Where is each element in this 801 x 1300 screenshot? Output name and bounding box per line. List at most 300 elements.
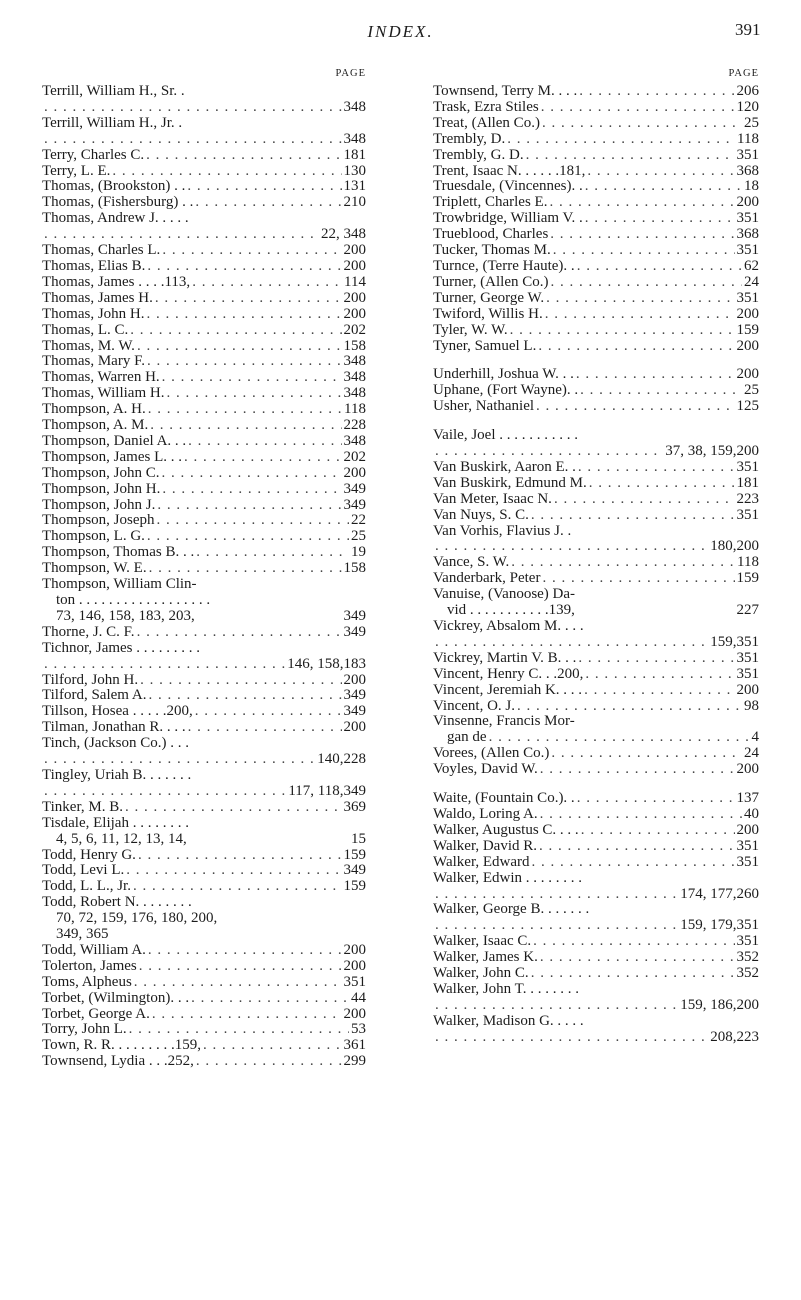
index-entry [433, 714, 759, 746]
running-title: INDEX. [367, 22, 434, 41]
page-reference: 24 [744, 273, 759, 290]
entry-name: Trent, Isaac N. . . . . .181, [433, 162, 586, 179]
index-entry-line [42, 148, 366, 164]
index-entry [433, 227, 759, 243]
dot-leader [585, 667, 734, 683]
entry-name: Triplett, Charles E. [433, 194, 548, 211]
entry-name: Vincent, Jeremiah K. . . . [433, 681, 583, 698]
entry-name: Twiford, Willis H. [433, 305, 543, 322]
index-entry [42, 1054, 366, 1070]
page-reference: 200 [736, 761, 759, 778]
index-column-right [433, 68, 759, 1046]
index-entry [42, 561, 366, 577]
page-reference: 369 [343, 798, 366, 815]
index-entry [433, 179, 759, 195]
index-entry-line [42, 402, 366, 418]
index-entry-line [433, 148, 759, 164]
entry-name: Thomas, James H. [42, 289, 153, 306]
index-entry-line [42, 1022, 366, 1038]
entry-name: 208, [710, 1028, 737, 1045]
dot-leader [134, 975, 342, 991]
index-entry [433, 211, 759, 227]
entry-name: Thomas, James . . . .113, [42, 273, 191, 290]
page-reference: 19 [351, 544, 366, 561]
entry-name: Walker, George B. . . . . . . [433, 901, 590, 918]
index-entry [42, 720, 366, 736]
page-reference: 260 [736, 885, 759, 902]
page-reference: 227 [736, 602, 759, 619]
page-reference: 158 [343, 560, 366, 577]
entry-name: Thompson, William Clin- [42, 576, 197, 593]
entry-name: Tillson, Hosea . . . . .200, [42, 703, 193, 720]
dot-leader [435, 918, 678, 934]
index-entry [42, 116, 366, 148]
entry-name: Tyler, W. W. [433, 321, 508, 338]
page-reference: 131 [343, 178, 366, 195]
page-reference: 137 [736, 790, 759, 807]
index-entry-line [433, 84, 759, 100]
page-reference: 200 [736, 821, 759, 838]
dot-leader [187, 179, 341, 195]
dot-leader [147, 259, 341, 275]
entry-name: Usher, Nathaniel [433, 398, 535, 415]
entry-name: Terry, L. E. [42, 162, 111, 179]
dot-leader [140, 673, 341, 689]
index-entry [42, 211, 366, 243]
page-reference: 200 [736, 366, 759, 383]
dot-leader [203, 1038, 342, 1054]
entry-name: Tyner, Samuel L. [433, 337, 537, 354]
entry-name: Townsend, Lydia . . .252, [42, 1053, 194, 1070]
entry-name: 73, 146, 158, 183, 203, [56, 607, 195, 624]
index-entry-line [42, 752, 366, 768]
entry-name: Thomas, Warren H. [42, 369, 160, 386]
dot-leader [531, 855, 734, 871]
index-entry-line [42, 195, 366, 211]
entry-name: Thomas, (Fishersburg) . . [42, 194, 194, 211]
entry-name: Thomas, William H. [42, 385, 165, 402]
index-entry-line [42, 354, 366, 370]
index-entry [42, 498, 366, 514]
index-entry-line [433, 428, 759, 444]
index-entry-line [42, 561, 366, 577]
page-reference: 223 [736, 1028, 759, 1045]
index-entry-line [42, 609, 366, 625]
index-entry-line [42, 943, 366, 959]
index-entry-line [433, 823, 759, 839]
index-entry [433, 791, 759, 807]
entry-name: 159, [710, 633, 737, 650]
index-entry [433, 323, 759, 339]
page-reference: 351 [736, 649, 759, 666]
page-reference: 351 [736, 853, 759, 870]
index-entry-line [433, 918, 759, 934]
entry-name: Van Vorhis, Flavius J. . [433, 522, 572, 539]
page-reference: 368 [736, 162, 759, 179]
page-reference: 25 [744, 382, 759, 399]
page-reference: 210 [343, 194, 366, 211]
index-entry [42, 545, 366, 561]
entry-name: Walker, Edward [433, 853, 530, 870]
page-reference: 351 [736, 933, 759, 950]
dot-leader [149, 561, 342, 577]
dot-leader [517, 699, 742, 715]
dot-leader [148, 402, 342, 418]
index-entry-line [42, 259, 366, 275]
index-entry [42, 466, 366, 482]
page-reference: 200 [343, 464, 366, 481]
index-entry-line [433, 619, 759, 635]
index-entry [433, 367, 759, 383]
entry-name: 146, 158, [287, 655, 344, 672]
entry-name: Vincent, O. J. [433, 697, 516, 714]
index-entry-line [433, 227, 759, 243]
page-reference: 348 [343, 130, 366, 147]
index-entry-line [433, 460, 759, 476]
dot-leader [435, 887, 678, 903]
entry-name: Turnce, (Terre Haute). . [433, 257, 575, 274]
index-entry-line [433, 476, 759, 492]
index-entry [42, 291, 366, 307]
dot-leader [577, 259, 742, 275]
page-reference: 159 [736, 570, 759, 587]
index-entry-line [42, 991, 366, 1007]
index-entry-line [42, 275, 366, 291]
page-reference: 98 [744, 697, 759, 714]
page-reference: 181 [736, 474, 759, 491]
index-entry [42, 84, 366, 116]
page-reference: 200 [343, 941, 366, 958]
index-entry [433, 571, 759, 587]
index-entry-line [42, 482, 366, 498]
index-entry [42, 386, 366, 402]
entry-name: Thompson, Thomas B. . . [42, 544, 195, 561]
index-entry-line [42, 800, 366, 816]
page-reference: 351 [736, 665, 759, 682]
entry-name: Thomas, Andrew J. . . . . [42, 210, 189, 227]
index-entry-line [42, 307, 366, 323]
page-reference: 348 [343, 98, 366, 115]
index-entry [433, 492, 759, 508]
index-entry [42, 975, 366, 991]
page-reference: 351 [343, 973, 366, 990]
entry-name: Toms, Alpheus [42, 973, 132, 990]
index-entry [433, 291, 759, 307]
index-entry-line [42, 736, 366, 752]
page-reference: 22 [351, 512, 366, 529]
page-reference: 223 [736, 490, 759, 507]
index-entry [42, 529, 366, 545]
page-reference: 62 [744, 257, 759, 274]
index-entry [433, 982, 759, 1014]
entry-name: 174, 177, [680, 885, 737, 902]
dot-leader [44, 752, 315, 768]
page-reference: 351 [736, 458, 759, 475]
dot-leader [541, 100, 735, 116]
index-entry-line [42, 498, 366, 514]
entry-name: Thomas, Mary F. [42, 353, 145, 370]
page-reference: 200 [736, 996, 759, 1013]
entry-name: Tinch, (Jackson Co.) . . . [42, 735, 189, 752]
index-entry [42, 243, 366, 259]
dot-leader [44, 227, 319, 243]
index-entry [42, 307, 366, 323]
dot-leader [44, 657, 285, 673]
entry-name: Tilman, Jonathan R. . . . [42, 719, 186, 736]
page-column-label: PAGE [335, 68, 366, 79]
entry-name: gan de [447, 729, 487, 746]
dot-leader [166, 386, 341, 402]
page-reference: 200 [343, 719, 366, 736]
page-reference: 200 [736, 681, 759, 698]
page-reference: 228 [343, 417, 366, 434]
entry-name: 349, 365 [56, 926, 109, 943]
index-entry-line [42, 895, 366, 911]
page-reference: 118 [737, 554, 759, 571]
dot-leader [554, 492, 735, 508]
index-entry [42, 673, 366, 689]
page-reference: 40 [744, 805, 759, 822]
entry-name: 37, 38, 159, [665, 443, 737, 460]
index-entry [42, 768, 366, 800]
entry-name: Thompson, John C. [42, 464, 160, 481]
entry-name: Vincent, Henry C. . .200, [433, 665, 584, 682]
dot-leader [549, 195, 734, 211]
index-entry [433, 399, 759, 415]
entry-name: Thomas, Charles L. [42, 242, 161, 259]
index-entry-line [42, 657, 366, 673]
page-reference: 200 [736, 443, 759, 460]
page-reference: 202 [343, 321, 366, 338]
entry-name: Waldo, Loring A. [433, 805, 538, 822]
index-entry-line [433, 100, 759, 116]
dot-leader [507, 132, 735, 148]
page-reference: 200 [343, 957, 366, 974]
index-entry [42, 704, 366, 720]
entry-name: Van Nuys, S. C. [433, 506, 529, 523]
entry-name: vid . . . . . . . . . . .139, [447, 602, 575, 619]
dot-leader [545, 307, 735, 323]
index-entry-line [42, 673, 366, 689]
index-entry-line [433, 998, 759, 1014]
index-entry-line [433, 179, 759, 195]
index-entry-line [433, 714, 759, 730]
page-reference: 118 [737, 130, 759, 147]
index-entry-line [42, 418, 366, 434]
entry-name: 159, 186, [680, 996, 737, 1013]
index-entry [433, 508, 759, 524]
index-entry [433, 855, 759, 871]
dot-leader [580, 383, 742, 399]
page-reference: 351 [736, 289, 759, 306]
entry-name: Tichnor, James . . . . . . . . . [42, 639, 201, 656]
index-entry [42, 402, 366, 418]
page-reference: 349 [343, 607, 366, 624]
dot-leader [152, 1007, 342, 1023]
page-reference: 351 [736, 633, 759, 650]
entry-name: Tilford, Salem A. [42, 687, 147, 704]
dot-leader [188, 434, 341, 450]
index-entry-line [433, 259, 759, 275]
page-reference: 351 [736, 837, 759, 854]
dot-leader [585, 211, 735, 227]
entry-name: Tisdale, Elijah . . . . . . . . [42, 814, 189, 831]
index-entry [42, 339, 366, 355]
index-entry-line [433, 367, 759, 383]
page-reference: 18 [744, 178, 759, 195]
page-reference: 200 [343, 289, 366, 306]
entry-name: Thorne, J. C. F. [42, 623, 135, 640]
page-reference: 349 [343, 623, 366, 640]
index-entry [433, 966, 759, 982]
page-reference: 200 [343, 242, 366, 259]
entry-name: Thompson, W. E. [42, 560, 147, 577]
page-reference: 118 [344, 401, 366, 418]
page-reference: 348 [343, 432, 366, 449]
entry-name: Thomas, M. W. [42, 337, 135, 354]
entry-name: Walker, David R. [433, 837, 537, 854]
entry-name: Walker, John C. [433, 965, 529, 982]
index-entry [433, 555, 759, 571]
entry-name: Todd, Robert N. . . . . . . . [42, 894, 192, 911]
dot-leader [192, 275, 342, 291]
dot-leader [587, 164, 734, 180]
dot-leader [576, 367, 735, 383]
index-entry [433, 275, 759, 291]
index-entry-line [42, 641, 366, 657]
index-entry [433, 476, 759, 492]
page-reference: 15 [351, 830, 366, 847]
index-entry [433, 84, 759, 100]
dot-leader [536, 399, 734, 415]
index-entry-line [433, 746, 759, 762]
index-entry [42, 354, 366, 370]
entry-name: Vanderbark, Peter [433, 570, 541, 587]
dot-leader [147, 307, 342, 323]
index-entry [433, 164, 759, 180]
index-entry [433, 619, 759, 651]
index-entry-line [42, 370, 366, 386]
index-entry-line [42, 466, 366, 482]
index-entry [433, 934, 759, 950]
index-entry [433, 683, 759, 699]
entry-name: Todd, Henry G. [42, 846, 136, 863]
index-entry [433, 116, 759, 132]
entry-name: Tinker, M. B. [42, 798, 123, 815]
index-entry-line [433, 934, 759, 950]
dot-leader [531, 966, 735, 982]
index-entry [42, 577, 366, 625]
entry-name: Thomas, Elias B. [42, 257, 146, 274]
page-reference: 349 [343, 703, 366, 720]
index-entry [42, 816, 366, 848]
dot-leader [435, 539, 708, 555]
index-entry [42, 895, 366, 943]
index-entry-line [42, 1038, 366, 1054]
index-entry-line [433, 399, 759, 415]
dot-leader [540, 807, 742, 823]
index-entry [42, 959, 366, 975]
page-reference: 181 [343, 146, 366, 163]
dot-leader [157, 513, 350, 529]
index-entry [42, 1007, 366, 1023]
page-reference: 183 [343, 655, 366, 672]
page-reference: 200 [343, 1005, 366, 1022]
index-entry-line [433, 243, 759, 259]
entry-name: Underhill, Joshua W. . . [433, 366, 574, 383]
entry-name: 180, [710, 538, 737, 555]
dot-leader [195, 704, 342, 720]
index-entry [433, 132, 759, 148]
index-entry-line [433, 383, 759, 399]
index-entry-line [433, 982, 759, 998]
page-column-label: PAGE [728, 68, 759, 79]
index-entry-line [433, 1014, 759, 1030]
page-reference: 200 [736, 337, 759, 354]
entry-name: ton . . . . . . . . . . . . . . . . . . [56, 592, 211, 608]
index-entry [433, 871, 759, 903]
dot-leader [137, 625, 342, 641]
index-entry-line [42, 100, 366, 116]
entry-name: Waite, (Fountain Co.). . [433, 790, 575, 807]
index-entry [42, 259, 366, 275]
index-entry-line [42, 450, 366, 466]
page-reference: 349 [343, 862, 366, 879]
entry-name: Van Buskirk, Edmund M. [433, 474, 587, 491]
page-reference: 200 [343, 257, 366, 274]
dot-leader [542, 116, 742, 132]
index-entry-line [433, 950, 759, 966]
dot-leader [584, 683, 734, 699]
index-entry-line [42, 227, 366, 243]
index-entry-line [42, 179, 366, 195]
dot-leader [148, 688, 341, 704]
index-entry [42, 513, 366, 529]
index-entry-line [433, 871, 759, 887]
page-reference: 114 [344, 273, 366, 290]
page-reference: 351 [736, 146, 759, 163]
entry-name: Thompson, Daniel A. . . [42, 432, 187, 449]
dot-leader [162, 466, 342, 482]
page-reference: 206 [736, 83, 759, 99]
index-entry-line [433, 762, 759, 778]
index-entry-line [433, 887, 759, 903]
entry-name: Terrill, William H., Jr. . [42, 114, 183, 131]
dot-leader [510, 323, 735, 339]
entry-name: Tucker, Thomas M. [433, 242, 551, 259]
index-entry-line [433, 508, 759, 524]
page-reference: 130 [343, 162, 366, 179]
index-entry [42, 1022, 366, 1038]
index-entry-line [42, 863, 366, 879]
page-reference: 349 [343, 687, 366, 704]
dot-leader [538, 339, 734, 355]
dot-leader [550, 227, 734, 243]
index-entry-line [42, 975, 366, 991]
dot-leader [162, 482, 341, 498]
dot-leader [489, 730, 750, 746]
index-entry [42, 450, 366, 466]
page-reference: 125 [736, 398, 759, 415]
index-entry [433, 428, 759, 460]
index-entry-line [433, 307, 759, 323]
index-entry-line [433, 339, 759, 355]
entry-name: Thomas, (Brookston) . . [42, 178, 186, 195]
dot-leader [540, 762, 735, 778]
entry-name: Torry, John L. [42, 1021, 127, 1038]
index-entry-line [42, 593, 366, 609]
page-reference: 200 [736, 305, 759, 322]
